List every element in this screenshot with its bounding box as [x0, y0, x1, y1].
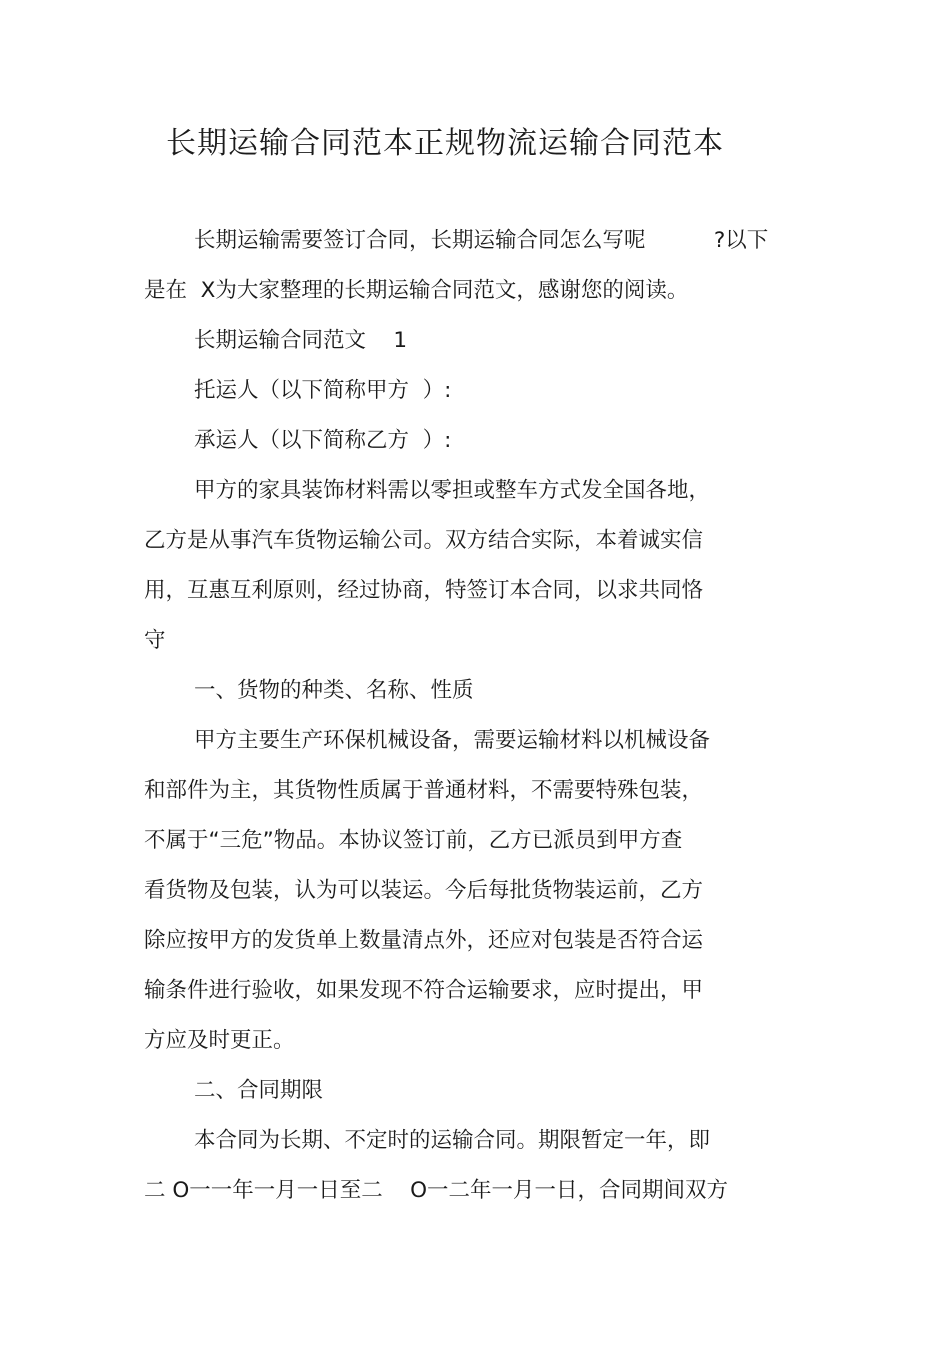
paragraph-line: 是在 X为大家整理的长期运输合同范文，感谢您的阅读。	[144, 278, 689, 303]
paragraph-line: 守	[144, 628, 166, 653]
section-heading: 长期运输合同范文 1	[194, 328, 408, 353]
paragraph-line: 甲方主要生产环保机械设备，需要运输材料以机械设备	[194, 728, 711, 753]
paragraph-line: 本合同为长期、不定时的运输合同。期限暂定一年，即	[194, 1128, 711, 1153]
paragraph-line: 乙方是从事汽车货物运输公司。双方结合实际，本着诚实信	[144, 528, 704, 553]
paragraph-line: 和部件为主，其货物性质属于普通材料，不需要特殊包装，	[144, 778, 704, 803]
party-line-carrier: 承运人（以下简称乙方 ）:	[194, 428, 452, 453]
document-title: 长期运输合同范本正规物流运输合同范本	[166, 126, 724, 161]
section-heading: 一、货物的种类、名称、性质	[194, 678, 474, 703]
paragraph-line: 甲方的家具装饰材料需以零担或整车方式发全国各地，	[194, 478, 711, 503]
paragraph-line: 除应按甲方的发货单上数量清点外，还应对包装是否符合运	[144, 928, 704, 953]
paragraph-line: 方应及时更正。	[144, 1028, 295, 1053]
paragraph-line: 用，互惠互利原则，经过协商，特签订本合同，以求共同恪	[144, 578, 704, 603]
section-heading: 二、合同期限	[194, 1078, 324, 1103]
paragraph-line: 不属于“三危”物品。本协议签订前，乙方已派员到甲方查	[144, 828, 683, 853]
paragraph-line: 二 O一一年一月一日至二 O一二年一月一日，合同期间双方	[144, 1178, 729, 1203]
paragraph-line: 输条件进行验收，如果发现不符合运输要求，应时提出，甲	[144, 978, 704, 1003]
party-line-shipper: 托运人（以下简称甲方 ）:	[194, 378, 452, 403]
paragraph-line: 长期运输需要签订合同，长期运输合同怎么写呢 ?以下	[194, 228, 769, 253]
paragraph-line: 看货物及包装，认为可以装运。今后每批货物装运前，乙方	[144, 878, 704, 903]
